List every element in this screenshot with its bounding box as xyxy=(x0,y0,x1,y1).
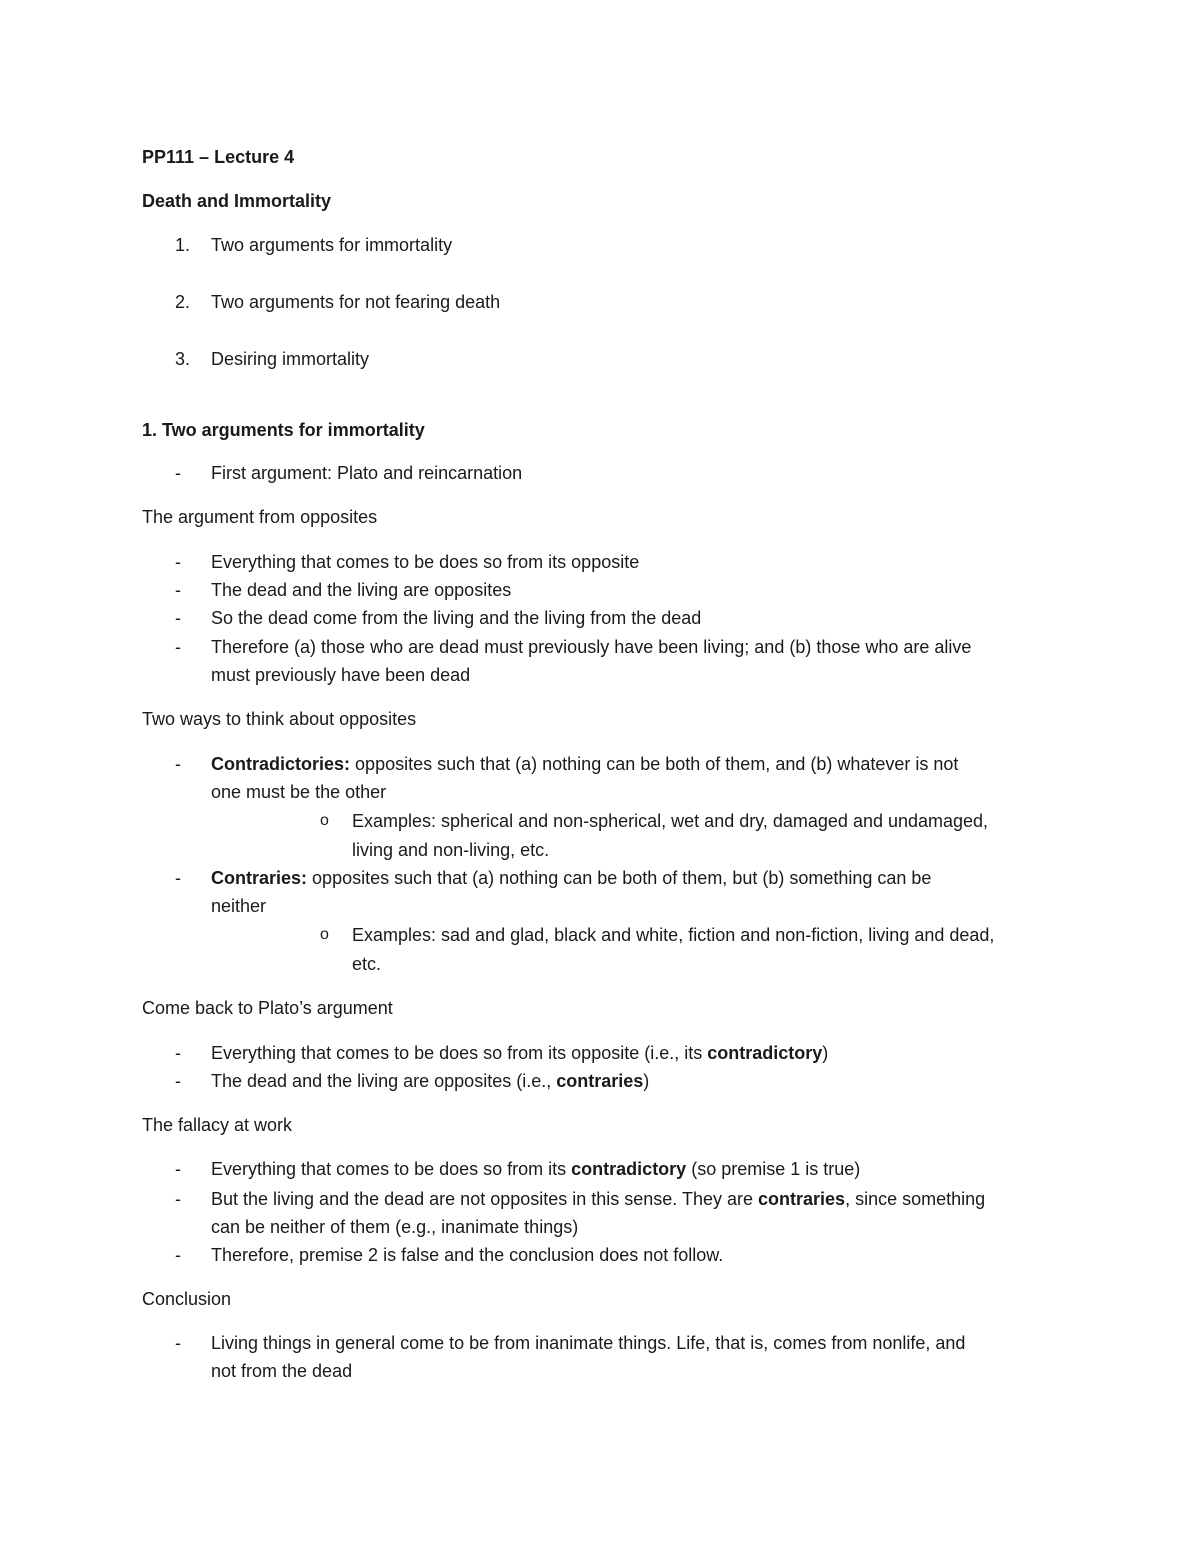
term-contradictory: contradictory xyxy=(707,1043,823,1063)
list-item xyxy=(211,1069,649,1093)
dash-bullet: - xyxy=(175,1071,181,1091)
contraries-term: Contraries: xyxy=(211,868,308,888)
outline-number: 1. xyxy=(175,235,191,255)
contradictories-item xyxy=(211,752,958,776)
dash-bullet: - xyxy=(175,1043,181,1063)
dash-bullet: - xyxy=(175,463,181,483)
list-item-text: Everything that comes to be does so from its opposite (i.e., its xyxy=(211,1043,708,1063)
list-item-continuation: not from the dead xyxy=(211,1361,353,1381)
list-item-text: (so premise 1 is true) xyxy=(686,1159,861,1179)
dash-bullet: - xyxy=(175,1333,181,1353)
contradictories-definition-cont: one must be the other xyxy=(211,782,387,802)
outline-item: Two arguments for immortality xyxy=(211,235,453,255)
contraries-examples-cont: etc. xyxy=(352,954,382,974)
list-item-text: The dead and the living are opposites (i.e., xyxy=(211,1071,557,1091)
lecture-title: PP111 – Lecture 4 xyxy=(142,147,295,167)
contradictories-term: Contradictories: xyxy=(211,754,351,774)
contraries-definition: opposites such that (a) nothing can be both of them, but (b) something can be xyxy=(312,868,932,888)
list-item xyxy=(211,1157,860,1181)
list-item: Living things in general come to be from inanimate things. Life, that is, comes from nonlife, and xyxy=(211,1333,966,1353)
outline-number: 3. xyxy=(175,349,191,369)
dash-bullet: - xyxy=(175,552,181,572)
dash-bullet: - xyxy=(175,1189,181,1209)
list-item-text: Everything that comes to be does so from its xyxy=(211,1159,572,1179)
two-ways-heading: Two ways to think about opposites xyxy=(142,709,417,729)
circle-bullet: o xyxy=(320,812,329,829)
first-argument-item: First argument: Plato and reincarnation xyxy=(211,463,523,483)
contraries-definition-cont: neither xyxy=(211,896,267,916)
list-item: So the dead come from the living and the living from the dead xyxy=(211,608,702,628)
dash-bullet: - xyxy=(175,637,181,657)
contradictories-examples: Examples: spherical and non-spherical, wet and dry, damaged and undamaged, xyxy=(352,811,989,831)
list-item xyxy=(211,1041,828,1065)
list-item: The dead and the living are opposites xyxy=(211,580,512,600)
list-item xyxy=(211,1187,985,1211)
list-item-continuation: can be neither of them (e.g., inanimate things) xyxy=(211,1217,579,1237)
list-item-continuation: must previously have been dead xyxy=(211,665,471,685)
dash-bullet: - xyxy=(175,754,181,774)
outline-item: Two arguments for not fearing death xyxy=(211,292,501,312)
term-contraries: contraries xyxy=(758,1189,846,1209)
list-item-text: , since something xyxy=(845,1189,986,1209)
list-item: Therefore (a) those who are dead must previously have been living; and (b) those who are alive xyxy=(211,637,972,657)
fallacy-heading: The fallacy at work xyxy=(142,1115,293,1135)
come-back-heading: Come back to Plato’s argument xyxy=(142,998,393,1018)
list-item-text: But the living and the dead are not opposites in this sense. They are xyxy=(211,1189,759,1209)
opposites-heading: The argument from opposites xyxy=(142,507,378,527)
contraries-item xyxy=(211,866,931,890)
section-heading: 1. Two arguments for immortality xyxy=(142,420,425,440)
contraries-examples: Examples: sad and glad, black and white, fiction and non-fiction, living and dead, xyxy=(352,925,995,945)
outline-item: Desiring immortality xyxy=(211,349,370,369)
outline-number: 2. xyxy=(175,292,191,312)
list-item-text: ) xyxy=(822,1043,829,1063)
contradictories-examples-cont: living and non-living, etc. xyxy=(352,840,550,860)
dash-bullet: - xyxy=(175,868,181,888)
dash-bullet: - xyxy=(175,580,181,600)
list-item: Therefore, premise 2 is false and the conclusion does not follow. xyxy=(211,1245,724,1265)
conclusion-heading: Conclusion xyxy=(142,1289,232,1309)
dash-bullet: - xyxy=(175,1159,181,1179)
dash-bullet: - xyxy=(175,1245,181,1265)
topic-title: Death and Immortality xyxy=(142,191,332,211)
circle-bullet: o xyxy=(320,926,329,943)
term-contraries: contraries xyxy=(556,1071,644,1091)
term-contradictory: contradictory xyxy=(571,1159,687,1179)
contradictories-definition: opposites such that (a) nothing can be both of them, and (b) whatever is not xyxy=(355,754,959,774)
dash-bullet: - xyxy=(175,608,181,628)
list-item: Everything that comes to be does so from its opposite xyxy=(211,552,640,572)
list-item-text: ) xyxy=(643,1071,650,1091)
